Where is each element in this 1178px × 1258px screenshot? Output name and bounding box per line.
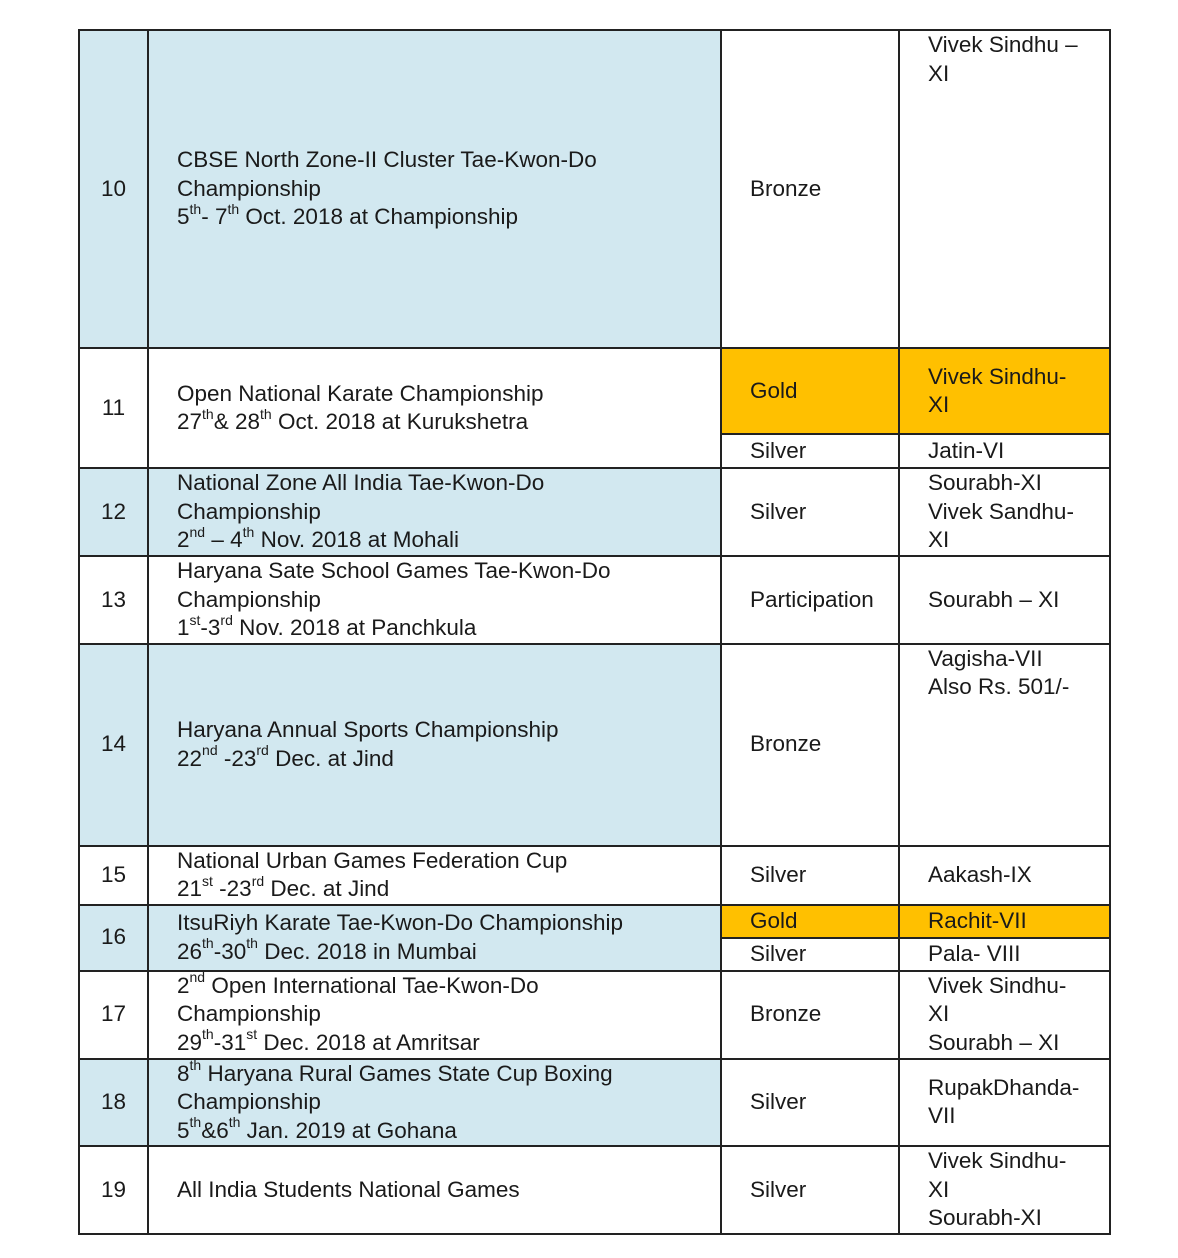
row-number: 12 xyxy=(79,468,148,556)
medal-cell-gold: Gold xyxy=(721,905,899,938)
winners-cell: Jatin-VI xyxy=(899,434,1110,468)
row-number: 19 xyxy=(79,1146,148,1234)
winners-cell: Sourabh – XI xyxy=(899,556,1110,644)
winners-cell: Rachit-VII xyxy=(899,905,1110,938)
row-number: 11 xyxy=(79,348,148,468)
winners-cell: Vivek Sindhu- XI Sourabh – XI xyxy=(899,971,1110,1059)
medal-cell: Silver xyxy=(721,1059,899,1147)
event-date: 5th- 7th Oct. 2018 at Championship xyxy=(177,200,519,230)
medal-cell: Bronze xyxy=(721,30,899,348)
medal-cell: Bronze xyxy=(721,971,899,1059)
event-title-line: Championship xyxy=(177,175,321,201)
winners-cell: Aakash-IX xyxy=(899,846,1110,905)
medal-cell: Participation xyxy=(721,556,899,644)
event-cell: Haryana Sate School Games Tae-Kwon-Do Championship 1st-3rd Nov. 2018 at Panchkula xyxy=(148,556,721,644)
row-number: 17 xyxy=(79,971,148,1059)
event-cell: Haryana Annual Sports Championship 22nd -23rd Dec. at Jind xyxy=(148,644,721,846)
medal-cell: Silver xyxy=(721,468,899,556)
winners-cell: Vivek Sindhu- XI xyxy=(899,348,1110,434)
winners-cell: Vagisha-VII Also Rs. 501/- xyxy=(899,644,1110,846)
winners-cell: Sourabh-XI Vivek Sandhu- XI xyxy=(899,468,1110,556)
event-date: 26th-30th Dec. 2018 in Mumbai xyxy=(177,935,477,964)
winners-cell: RupakDhanda- VII xyxy=(899,1059,1110,1147)
event-cell: 2nd Open International Tae-Kwon-Do Championship 29th-31st Dec. 2018 at Amritsar xyxy=(148,971,721,1059)
medal-cell: Silver xyxy=(721,434,899,468)
row-number: 18 xyxy=(79,1059,148,1147)
table-row xyxy=(79,556,1110,644)
event-cell: National Zone All India Tae-Kwon-Do Championship 2nd – 4th Nov. 2018 at Mohali xyxy=(148,468,721,556)
winners-cell: Pala- VIII xyxy=(899,938,1110,971)
event-cell: All India Students National Games xyxy=(148,1146,721,1234)
row-number: 14 xyxy=(79,644,148,846)
row-number: 16 xyxy=(79,905,148,971)
table-row xyxy=(79,1146,1110,1234)
table-row xyxy=(79,846,1110,905)
event-cell xyxy=(148,30,721,348)
event-date: 21st -23rd Dec. at Jind xyxy=(177,872,390,901)
table-row xyxy=(79,971,1110,1059)
table-row xyxy=(79,348,1110,434)
event-title-line: 8th Haryana Rural Games State Cup Boxing xyxy=(177,1057,613,1086)
medal-cell: Silver xyxy=(721,846,899,905)
event-cell: 8th Haryana Rural Games State Cup Boxing Championship 5th&6th Jan. 2019 at Gohana xyxy=(148,1059,721,1147)
event-date: 22nd -23rd Dec. at Jind xyxy=(177,742,394,771)
achievements-table xyxy=(78,29,1111,1235)
event-cell: Open National Karate Championship 27th& 28th Oct. 2018 at Kurukshetra xyxy=(148,348,721,468)
table-row xyxy=(79,30,1110,348)
medal-cell-gold: Gold xyxy=(721,348,899,434)
event-date: 1st-3rd Nov. 2018 at Panchkula xyxy=(177,611,477,640)
winners-cell: Vivek Sindhu – XI xyxy=(899,30,1110,348)
event-title-line: CBSE North Zone-II Cluster Tae-Kwon-Do xyxy=(177,147,597,173)
event-cell: ItsuRiyh Karate Tae-Kwon-Do Championship 26th-30th Dec. 2018 in Mumbai xyxy=(148,905,721,971)
event-date: 5th&6th Jan. 2019 at Gohana xyxy=(177,1114,457,1143)
medal-cell: Bronze xyxy=(721,644,899,846)
medal-cell: Silver xyxy=(721,938,899,971)
row-number: 13 xyxy=(79,556,148,644)
event-title-line: 2nd Open International Tae-Kwon-Do xyxy=(177,969,539,998)
event-cell: National Urban Games Federation Cup 21st -23rd Dec. at Jind xyxy=(148,846,721,905)
table-row xyxy=(79,1059,1110,1147)
row-number: 10 xyxy=(79,30,148,348)
medal-cell: Silver xyxy=(721,1146,899,1234)
table-row xyxy=(79,468,1110,556)
event-date: 2nd – 4th Nov. 2018 at Mohali xyxy=(177,523,460,553)
table-row xyxy=(79,905,1110,938)
event-date: 27th& 28th Oct. 2018 at Kurukshetra xyxy=(177,405,529,434)
winners-cell: Vivek Sindhu- XI Sourabh-XI xyxy=(899,1146,1110,1234)
row-number: 15 xyxy=(79,846,148,905)
event-date: 29th-31st Dec. 2018 at Amritsar xyxy=(177,1026,480,1055)
table-row xyxy=(79,644,1110,846)
